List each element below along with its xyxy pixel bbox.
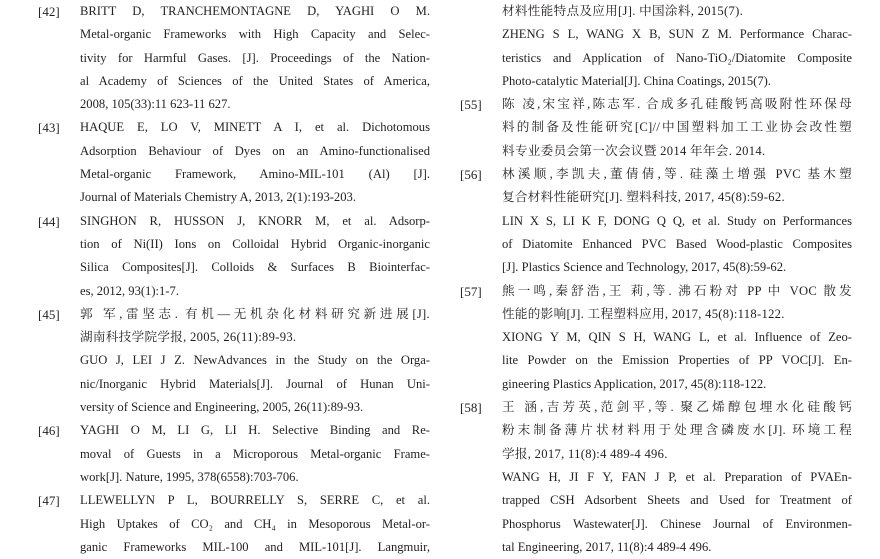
reference-number: [55] [460, 97, 482, 113]
reference-line: of Diatomite Enhanced PVC Based Wood-plastic Composites [502, 236, 852, 251]
reference-column-left [38, 0, 430, 559]
reference-entry [38, 116, 430, 209]
reference-entry [460, 93, 852, 163]
reference-line: Metal-organic Frameworks with High Capacity and Selec- [80, 27, 430, 42]
reference-line: 材料性能特点及应用[J]. 中国涂料, 2015(7). [502, 4, 744, 18]
reference-line: versity of Science and Engineering, 2005, 26(11):89-93. [80, 400, 364, 415]
reference-line: work[J]. Nature, 1995, 378(6558):703-706. [80, 469, 299, 484]
reference-line: WANG H, JI F Y, FAN J P, et al. Preparation of PVAEn- [502, 469, 852, 484]
reference-line: 料的制备及性能研究[C]//中国塑料加工工业协会改性塑 [502, 120, 852, 135]
reference-number: [42] [38, 4, 60, 19]
reference-entry [38, 419, 430, 489]
reference-line: ZHENG S L, WANG X B, SUN Z M. Performance Charac- [502, 27, 852, 42]
reference-line: 林溪顺,李凯夫,董倩倩,等. 硅藻土增强 PVC 基木塑 [502, 167, 852, 182]
reference-line: teristics and Application of Nano-TiO₂/Diatomite Composite [502, 50, 852, 65]
reference-line: trapped CSH Adsorbent Sheets and Used for Treatment of [502, 493, 852, 508]
reference-line: 粉末制备薄片状材料用于处理含磷废水[J]. 环境工程 [502, 423, 852, 438]
reference-entry [460, 396, 852, 559]
reference-line: Silica Composites[J]. Colloids & Surfaces B Biointerfac- [80, 260, 430, 275]
reference-text [80, 419, 430, 489]
reference-number: [45] [38, 306, 60, 322]
reference-line: tal Engineering, 2017, 11(8):4 489-4 496. [502, 539, 712, 554]
reference-line: 学报, 2017, 11(8):4 489-4 496. [502, 446, 668, 461]
reference-text [80, 0, 430, 116]
reference-line: LIN X S, LI K F, DONG Q Q, et al. Study on Performances [502, 213, 852, 228]
reference-number: [56] [460, 167, 482, 183]
reference-line: 熊一鸣,秦舒浩,王 莉,等. 沸石粉对 PP 中 VOC 散发 [502, 283, 852, 298]
reference-line: SINGHON R, HUSSON J, KNORR M, et al. Adsorp- [80, 213, 430, 228]
reference-number: [57] [460, 283, 482, 299]
reference-entry [38, 303, 430, 419]
reference-column-right [460, 0, 852, 559]
reference-line: GUO J, LEI J Z. NewAdvances in the Study on the Orga- [80, 353, 430, 368]
reference-line: ganic Frameworks MIL-100 and MIL-101[J]. Langmuir, [80, 539, 430, 554]
reference-text [80, 303, 430, 419]
reference-line: LLEWELLYN P L, BOURRELLY S, SERRE C, et al. [80, 493, 430, 508]
reference-entry [38, 210, 430, 303]
reference-line: 湖南科技学院学报, 2005, 26(11):89-93. [80, 330, 297, 345]
reference-line: Adsorption Behaviour of Dyes on an Amino-functionalised [80, 143, 430, 158]
reference-line: Journal of Materials Chemistry A, 2013, 2(1):193-203. [80, 190, 356, 205]
reference-line: 陈 凌,宋宝祥,陈志军. 合成多孔硅酸钙高吸附性环保母 [502, 97, 852, 112]
reference-line: 王 涵,吉芳英,范剑平,等. 聚乙烯醇包埋水化硅酸钙 [502, 400, 852, 415]
reference-text [502, 396, 852, 559]
reference-line: [J]. Plastics Science and Technology, 2017, 45(8):59-62. [502, 260, 787, 275]
reference-number: [46] [38, 423, 60, 439]
reference-text [502, 163, 852, 279]
reference-line: nic/Inorganic Hybrid Materials[J]. Journal of Hunan Uni- [80, 376, 430, 391]
reference-line: BRITT D, TRANCHEMONTAGNE D, YAGHI O M. [80, 4, 430, 18]
reference-entry [460, 163, 852, 279]
reference-line: Metal-organic Framework, Amino-MIL-101 (Al) [J]. [80, 167, 430, 182]
reference-entry [460, 280, 852, 396]
reference-line: 2008, 105(33):11 623-11 627. [80, 97, 231, 112]
reference-line: High Uptakes of CO₂ and CH₄ in Mesoporous Metal-or- [80, 516, 430, 531]
reference-line: es, 2012, 93(1):1-7. [80, 283, 179, 298]
reference-number: [44] [38, 213, 60, 229]
reference-entry [38, 0, 430, 116]
reference-text [502, 93, 852, 163]
reference-entry [38, 489, 430, 559]
reference-line: tion of Ni(II) Ions on Colloidal Hybrid Organic-inorganic [80, 236, 430, 251]
reference-line: gineering Plastics Application, 2017, 45(8):118-122. [502, 376, 767, 391]
reference-number: [47] [38, 493, 60, 509]
reference-number: [58] [460, 400, 482, 416]
reference-text [502, 280, 852, 396]
reference-line: 郭 军,雷坚志. 有机—无机杂化材料研究新进展[J]. [80, 306, 430, 321]
reference-line: tivity for Harmful Gases. [J]. Proceedings of the Nation- [80, 50, 430, 65]
reference-text [80, 116, 430, 209]
reference-line: HAQUE E, LO V, MINETT A I, et al. Dichotomous [80, 120, 430, 135]
reference-line: 料专业委员会第一次会议暨 2014 年年会. 2014. [502, 143, 766, 158]
reference-number: [43] [38, 120, 60, 136]
reference-line: moval of Guests in a Microporous Metal-organic Frame- [80, 446, 430, 461]
reference-line: XIONG Y M, QIN S H, WANG L, et al. Influence of Zeo- [502, 330, 852, 345]
reference-text [502, 0, 852, 93]
reference-line: 复合材料性能研究[J]. 塑料科技, 2017, 45(8):59-62. [502, 190, 785, 205]
reference-line: Photo-catalytic Material[J]. China Coatings, 2015(7). [502, 73, 771, 88]
reference-line: 性能的影响[J]. 工程塑料应用, 2017, 45(8):118-122. [502, 306, 785, 321]
reference-line: al Academy of Sciences of the United States of America, [80, 73, 430, 88]
reference-line: YAGHI O M, LI G, LI H. Selective Binding and Re- [80, 423, 430, 438]
reference-line: Phosphorus Wastewater[J]. Chinese Journal of Environmen- [502, 516, 852, 531]
reference-line: lite Powder on the Emission Properties of PP VOC[J]. En- [502, 353, 852, 368]
reference-text [80, 210, 430, 303]
reference-entry [460, 0, 852, 93]
reference-text [80, 489, 430, 559]
